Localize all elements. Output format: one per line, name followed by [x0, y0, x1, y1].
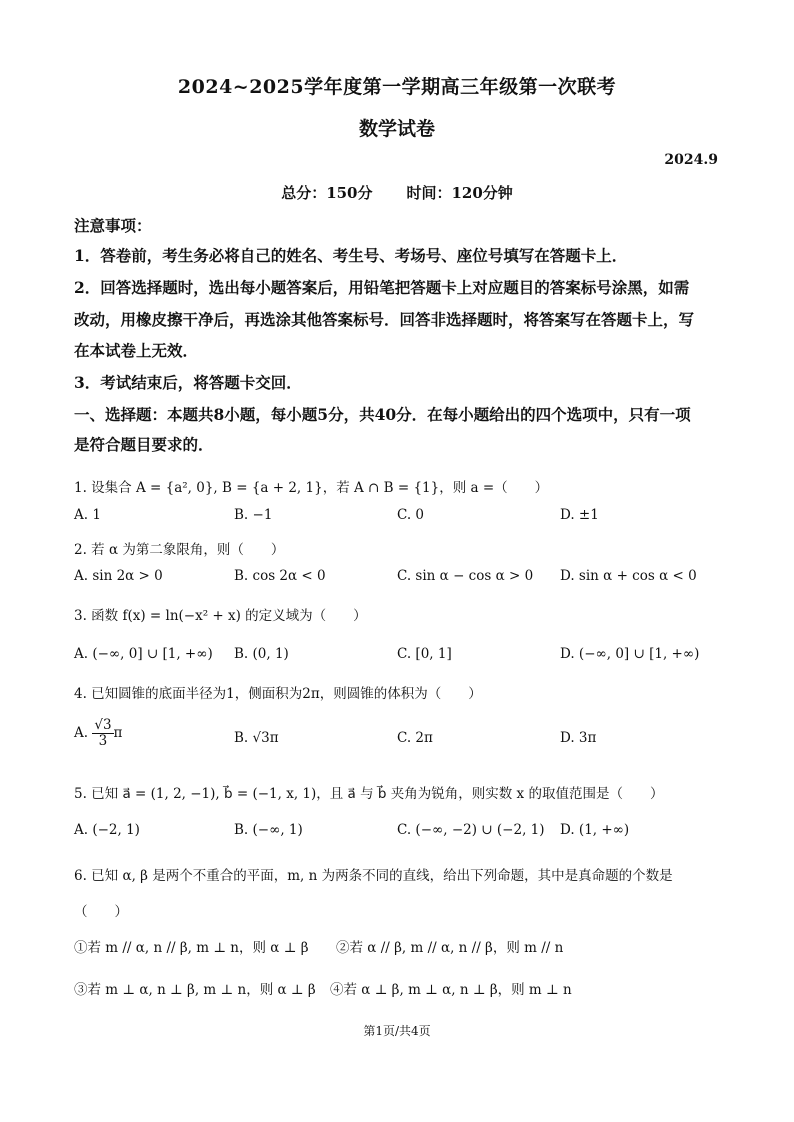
q6-proposition-4: ④若 α ⊥ β, m ⊥ α, n ⊥ β，则 m ⊥ n — [330, 982, 572, 998]
exam-subtitle: 数学试卷 — [358, 118, 435, 140]
total-score: 总分：150分 — [281, 184, 373, 202]
q6-proposition-1: ①若 m // α, n // β, m ⊥ n，则 α ⊥ β — [74, 940, 309, 956]
q3-option-c: C. [0, 1] — [397, 646, 452, 662]
exam-title: 2024~2025学年度第一学期高三年级第一次联考 — [177, 76, 617, 98]
q1-option-b: B. −1 — [234, 507, 273, 523]
q3-option-b: B. (0, 1) — [234, 646, 289, 662]
note-2-line-1: 2．回答选择题时，选出每小题答案后，用铅笔把答题卡上对应题目的答案标号涂黑，如需 — [74, 278, 690, 297]
q4-option-a-numerator: √3 — [94, 717, 112, 733]
q4-option-a-denominator: 3 — [98, 732, 108, 749]
question-3-stem: 3. 函数 f(x) = ln(−x² + x) 的定义域为（ ） — [74, 608, 367, 624]
question-4-stem: 4. 已知圆锥的底面半径为1，侧面积为2π，则圆锥的体积为（ ） — [74, 686, 482, 702]
q1-option-d: D. ±1 — [560, 507, 599, 523]
question-6-answer-paren: （ ） — [74, 904, 128, 920]
question-2-stem: 2. 若 α 为第二象限角，则（ ） — [74, 542, 285, 558]
q3-option-a: A. (−∞, 0] ∪ [1, +∞) — [74, 646, 213, 662]
q6-proposition-3: ③若 m ⊥ α, n ⊥ β, m ⊥ n，则 α ⊥ β — [74, 982, 316, 998]
q4-option-a-pi: π — [113, 724, 123, 741]
note-2-line-2: 改动，用橡皮擦干净后，再选涂其他答案标号．回答非选择题时，将答案写在答题卡上，写 — [74, 310, 695, 329]
note-2-line-3: 在本试卷上无效． — [74, 341, 199, 360]
q5-option-c: C. (−∞, −2) ∪ (−2, 1) — [397, 822, 545, 838]
q4-option-a-fraction — [92, 718, 113, 749]
question-6-stem: 6. 已知 α, β 是两个不重合的平面，m, n 为两条不同的直线，给出下列命题，其中是真命题的个数是 — [74, 868, 673, 884]
q6-proposition-2: ②若 α // β, m // α, n // β，则 m // n — [336, 940, 564, 956]
section-heading-line-1: 一、选择题：本题共8小题，每小题5分，共40分．在每小题给出的四个选项中，只有一项 — [74, 405, 691, 424]
q1-option-a: A. 1 — [74, 507, 101, 523]
q4-option-c: C. 2π — [397, 730, 433, 746]
q1-option-c: C. 0 — [397, 507, 425, 523]
q3-option-d: D. (−∞, 0] ∪ [1, +∞) — [560, 646, 700, 662]
notes-heading: 注意事项： — [74, 216, 152, 235]
exam-time: 时间：120分钟 — [406, 184, 513, 202]
q2-option-b: B. cos 2α < 0 — [234, 568, 326, 584]
score-time-line — [0, 182, 794, 203]
q5-option-a: A. (−2, 1) — [74, 822, 140, 838]
q4-option-b: B. √3π — [234, 730, 279, 746]
question-5-stem: 5. 已知 a⃗ = (1, 2, −1), b⃗ = (−1, x, 1)，且 a⃗ 与 b⃗ 夹角为锐角，则实数 x 的取值范围是（ ） — [74, 786, 664, 802]
q2-option-d: D. sin α + cos α < 0 — [560, 568, 697, 584]
exam-date: 2024.9 — [664, 152, 718, 168]
q4-option-a — [74, 718, 122, 749]
q2-option-a: A. sin 2α > 0 — [74, 568, 163, 584]
question-1-stem: 1. 设集合 A = {a², 0}, B = {a + 2, 1}，若 A ∩ B = {1}，则 a =（ ） — [74, 480, 549, 496]
q5-option-d: D. (1, +∞) — [560, 822, 630, 838]
note-3: 3．考试结束后，将答题卡交回． — [74, 373, 302, 392]
page-number: 第1页/共4页 — [363, 1024, 431, 1038]
q2-option-c: C. sin α − cos α > 0 — [397, 568, 534, 584]
q4-option-a-label: A. — [74, 724, 89, 741]
note-1: 1．答卷前，考生务必将自己的姓名、考生号、考场号、座位号填写在答题卡上． — [74, 246, 628, 265]
section-heading-line-2: 是符合题目要求的． — [74, 435, 214, 454]
q5-option-b: B. (−∞, 1) — [234, 822, 303, 838]
q4-option-d: D. 3π — [560, 730, 597, 746]
